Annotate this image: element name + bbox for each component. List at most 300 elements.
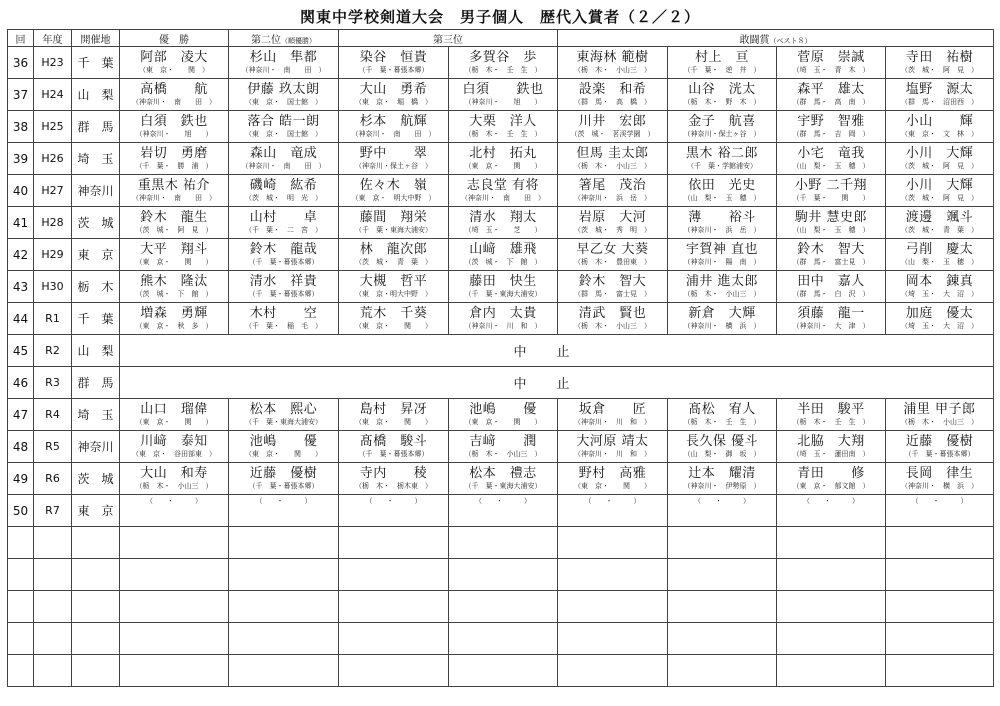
place-cell: 千 葉 [72, 47, 120, 79]
placer-name: 川井 宏郎 [578, 114, 647, 129]
placer-name: 熊木 隆汰 [140, 274, 208, 289]
placer-name: 清水 翔太 [469, 210, 537, 225]
placer-cell [339, 463, 449, 495]
placer-cell [886, 303, 994, 335]
placer-cell [886, 271, 994, 303]
placer-affiliation: （栃 木・ 小山三 ） [574, 66, 651, 74]
placer-cell [229, 47, 339, 79]
placer-cell [229, 111, 339, 143]
placer-cell [558, 399, 668, 431]
placer-cell [449, 79, 558, 111]
placer-cell [886, 207, 994, 239]
placer-cell [339, 303, 449, 335]
placer-affiliation: （神奈川・ 浜 岳 ） [683, 226, 761, 234]
placer-name: 阿部 凌大 [140, 50, 208, 65]
placer-cell [449, 207, 558, 239]
placer-cell [777, 399, 886, 431]
placer-affiliation: （東 京・ 明大中野 ） [351, 194, 436, 202]
blank-cell [886, 527, 994, 559]
placer-name: 鈴木 龍哉 [249, 242, 318, 257]
placer-name: 落合 皓一朗 [247, 114, 320, 129]
placer-cell [229, 207, 339, 239]
placer-name: 金子 航喜 [688, 114, 756, 129]
placer-cell [449, 463, 558, 495]
blank-cell [558, 655, 668, 687]
blank-cell [339, 655, 449, 687]
blank-cell [339, 623, 449, 655]
placer-cell [886, 143, 994, 175]
header-place: 開催地 [72, 30, 120, 47]
placer-affiliation: （千 葉・東海大浦安） [245, 418, 322, 426]
placer-cell [668, 399, 777, 431]
placer-name: 重黒木 祐介 [137, 178, 211, 193]
placer-affiliation: （千 葉・幕張本郷） [358, 450, 429, 458]
placer-cell [449, 431, 558, 463]
placer-affiliation: （神奈川・保土ヶ谷 ） [683, 130, 761, 138]
placer-affiliation: （ ・ ） [584, 497, 641, 505]
placer-affiliation: （ ・ ） [475, 497, 531, 505]
placer-name: 岡本 錬真 [905, 274, 974, 289]
placer-name: 白須 鉄也 [462, 82, 544, 97]
kai-cell: 36 [8, 47, 34, 79]
place-cell: 山 梨 [72, 79, 120, 111]
placer-affiliation: （千 葉・学館浦安） [687, 162, 757, 170]
blank-cell [886, 559, 994, 591]
header-best8 [558, 30, 994, 47]
placer-cell [558, 111, 668, 143]
blank-cell [886, 623, 994, 655]
kai-cell: 45 [8, 335, 34, 367]
blank-cell [449, 591, 558, 623]
placer-name: 川﨑 泰知 [140, 434, 208, 449]
blank-cell [449, 527, 558, 559]
placer-name: 佐々木 嶺 [359, 178, 428, 193]
placer-affiliation: （ ・ ） [694, 497, 750, 505]
placer-cell [558, 431, 668, 463]
placer-name: 倉内 太貴 [469, 306, 537, 321]
winners-table [7, 29, 994, 687]
placer-affiliation: （千 葉・幕張本郷） [248, 482, 319, 490]
blank-cell [120, 527, 229, 559]
placer-name: 辻本 耀清 [688, 466, 756, 481]
blank-cell [8, 559, 34, 591]
placer-affiliation: （東 京・ 秋 多 ） [135, 322, 213, 330]
page-title: 関東中学校剣道大会 男子個人 歴代入賞者（２／２） [299, 8, 700, 26]
placer-cell [339, 495, 449, 527]
placer-name: 菅原 崇誠 [797, 50, 865, 65]
placer-cell [558, 79, 668, 111]
blank-cell [449, 559, 558, 591]
blank-cell [8, 527, 34, 559]
place-cell: 千 葉 [72, 303, 120, 335]
placer-affiliation: （東 京・ 関 ） [245, 450, 322, 458]
placer-name: 大槻 哲平 [359, 274, 428, 289]
kai-cell: 44 [8, 303, 34, 335]
placer-cell [777, 79, 886, 111]
placer-cell [668, 495, 777, 527]
blank-cell [34, 527, 72, 559]
blank-cell [777, 591, 886, 623]
placer-affiliation: （東 京・ 関 ） [139, 66, 209, 74]
placer-affiliation: （神奈川・ 大 津 ） [792, 322, 870, 330]
placer-affiliation: （千 葉・東海大浦安） [464, 290, 542, 298]
placer-cell [449, 239, 558, 271]
placer-name: 大山 勇希 [359, 82, 428, 97]
placer-affiliation: （栃 木・ 小山三 ） [464, 450, 542, 458]
placer-cell [449, 47, 558, 79]
placer-cell [449, 495, 558, 527]
placer-affiliation: （神奈川・ 伊勢原 ） [683, 482, 761, 490]
placer-affiliation: （神奈川・ 旭 ） [135, 130, 213, 138]
placer-cell [777, 303, 886, 335]
placer-cell [777, 47, 886, 79]
blank-cell [34, 591, 72, 623]
header-best8-note: （ベスト８） [769, 36, 812, 45]
placer-affiliation: （群 馬・ 富士見 ） [574, 290, 651, 298]
blank-cell [120, 655, 229, 687]
placer-affiliation: （千 葉・東海大浦安） [355, 226, 432, 234]
placer-name: 岩原 大河 [578, 210, 647, 225]
nendo-cell: H24 [34, 79, 72, 111]
placer-affiliation: （東 京・ 関 ） [355, 418, 432, 426]
placer-affiliation: （千 葉・幕張本郷） [248, 290, 319, 298]
placer-affiliation: （埼 玉・ 大 沼 ） [901, 290, 978, 298]
placer-affiliation: （茨 城・ 阿 見 ） [901, 162, 978, 170]
placer-affiliation: （埼 玉・ 蓮田南 ） [792, 450, 870, 458]
placer-name: 鈴木 智大 [797, 242, 865, 257]
placer-affiliation: （神奈川・ 川 和 ） [574, 450, 651, 458]
placer-affiliation: （埼 玉・ 大 沼 ） [901, 322, 978, 330]
cancel-cell: 中止 [120, 367, 994, 399]
placer-name: 寺内 稜 [359, 466, 428, 481]
placer-cell [120, 239, 229, 271]
placer-name: 早乙女 大葵 [576, 242, 649, 257]
blank-cell [339, 527, 449, 559]
blank-cell [229, 559, 339, 591]
placer-affiliation: （東 京・ 関 ） [464, 162, 542, 170]
placer-affiliation: （東 京・ 国士館 ） [245, 98, 322, 106]
placer-cell [668, 463, 777, 495]
table-row [8, 239, 994, 271]
placer-affiliation: （群 馬・ 吉 岡 ） [792, 130, 870, 138]
placer-cell [668, 47, 777, 79]
table-row [8, 175, 994, 207]
placer-name: 島村 昇冴 [359, 402, 428, 417]
kai-cell: 50 [8, 495, 34, 527]
placer-name: 但馬 圭太郎 [576, 146, 649, 161]
placer-affiliation: （東 京・ 関 ） [135, 258, 213, 266]
blank-cell [72, 559, 120, 591]
placer-cell [777, 111, 886, 143]
placer-affiliation: （千 葉・幕張本郷） [358, 66, 429, 74]
placer-cell [777, 175, 886, 207]
placer-name: 大栗 洋人 [469, 114, 537, 129]
placer-cell [229, 431, 339, 463]
placer-name: 北脇 大翔 [797, 434, 865, 449]
placer-cell [668, 79, 777, 111]
place-cell: 神奈川 [72, 431, 120, 463]
place-cell: 山 梨 [72, 335, 120, 367]
placer-cell [229, 143, 339, 175]
placer-cell [777, 207, 886, 239]
placer-cell [886, 175, 994, 207]
blank-cell [558, 591, 668, 623]
placer-name: 北村 拓丸 [469, 146, 537, 161]
placer-affiliation: （栃 木・ 壬 生 ） [683, 418, 761, 426]
placer-affiliation: （群 馬・ 高 南 ） [792, 98, 870, 106]
placer-cell [339, 175, 449, 207]
nendo-cell: H30 [34, 271, 72, 303]
placer-affiliation: （神奈川・ 南 田 ） [241, 66, 326, 74]
placer-affiliation: （栃 木・ 壬 生 ） [464, 66, 542, 74]
table-row [8, 47, 994, 79]
placer-name: 磯崎 紘希 [249, 178, 318, 193]
placer-name: 駒井 慧史郎 [794, 210, 868, 225]
placer-affiliation: （栃 木・ 野 木 ） [683, 98, 761, 106]
blank-cell [668, 623, 777, 655]
placer-name: 坂倉 匠 [578, 402, 647, 417]
blank-cell [777, 655, 886, 687]
placer-name: 髙松 宥人 [688, 402, 756, 417]
blank-cell [558, 623, 668, 655]
placer-name: 藤田 快生 [469, 274, 537, 289]
placer-name: 山口 瑠偉 [140, 402, 208, 417]
placer-name: 小川 大輝 [905, 146, 974, 161]
placer-affiliation: （栃 木・ 小山三 ） [683, 290, 761, 298]
blank-cell [229, 655, 339, 687]
placer-affiliation: （神奈川・ 陽 南 ） [683, 258, 761, 266]
blank-cell [777, 623, 886, 655]
placer-affiliation: （神奈川・ 南 田 ） [132, 98, 216, 106]
blank-cell [449, 623, 558, 655]
placer-name: 鈴木 龍生 [140, 210, 208, 225]
placer-cell [668, 111, 777, 143]
placer-name: 林 龍次郎 [359, 242, 428, 257]
placer-affiliation: （山 梨・ 玉 穂 ） [792, 226, 870, 234]
table-row [8, 271, 994, 303]
placer-affiliation: （栃 木・ 壬 生 ） [464, 130, 542, 138]
table-row [8, 79, 994, 111]
place-cell: 東 京 [72, 239, 120, 271]
placer-name: 塩野 源太 [905, 82, 974, 97]
placer-affiliation: （神奈川・ 南 田 ） [241, 162, 326, 170]
place-cell: 群 馬 [72, 367, 120, 399]
place-cell: 茨 城 [72, 207, 120, 239]
placer-name: 高橋 航 [140, 82, 208, 97]
placer-cell [449, 271, 558, 303]
placer-name: 木村 空 [249, 306, 318, 321]
placer-cell [558, 463, 668, 495]
placer-cell [229, 463, 339, 495]
placer-affiliation: （山 梨・ 御 坂 ） [683, 450, 761, 458]
table-row [8, 303, 994, 335]
placer-affiliation: （千 葉・ 二 宮 ） [245, 226, 322, 234]
placer-affiliation: （茨 城・ 秀 明 ） [574, 226, 651, 234]
placer-name: 半田 駿平 [797, 402, 865, 417]
placer-affiliation: （茨 城・ 青 葉 ） [355, 258, 432, 266]
placer-cell [886, 495, 994, 527]
nendo-cell: R4 [34, 399, 72, 431]
blank-cell [34, 655, 72, 687]
placer-name: 東海林 範樹 [576, 50, 649, 65]
placer-cell [339, 399, 449, 431]
place-cell: 茨 城 [72, 463, 120, 495]
blank-cell [886, 655, 994, 687]
placer-name: 白須 鉄也 [140, 114, 208, 129]
blank-cell [339, 559, 449, 591]
placer-name: 杉本 航輝 [359, 114, 428, 129]
placer-affiliation: （神奈川・ 川 和 ） [464, 322, 542, 330]
placer-affiliation: （茨 城・ 茗渓学園 ） [570, 130, 655, 138]
placer-name: 加庭 優太 [905, 306, 974, 321]
placer-affiliation: （栃 木・ 栃木東 ） [355, 482, 432, 490]
blank-cell [449, 655, 558, 687]
nendo-cell: H27 [34, 175, 72, 207]
blank-cell [8, 623, 34, 655]
kai-cell: 43 [8, 271, 34, 303]
blank-row [8, 655, 994, 687]
placer-affiliation: （神奈川・ 横 浜 ） [901, 482, 978, 490]
nendo-cell: R7 [34, 495, 72, 527]
placer-affiliation: （千 葉・ 関 ） [792, 194, 870, 202]
placer-affiliation: （栃 木・ 小山三 ） [901, 418, 978, 426]
placer-cell [777, 495, 886, 527]
kai-cell: 40 [8, 175, 34, 207]
blank-row [8, 527, 994, 559]
table-row [8, 207, 994, 239]
placer-name: 染谷 恒貴 [359, 50, 428, 65]
placer-name: 清武 賢也 [578, 306, 647, 321]
placer-name: 山村 卓 [249, 210, 318, 225]
placer-affiliation: （千 葉・東海大浦安） [464, 482, 542, 490]
placer-cell [449, 399, 558, 431]
placer-cell [339, 271, 449, 303]
placer-name: 青田 修 [797, 466, 865, 481]
placer-cell [339, 79, 449, 111]
placer-name: 増森 勇輝 [140, 306, 208, 321]
placer-affiliation: （東 京・ 関 ） [355, 322, 432, 330]
placer-cell [120, 463, 229, 495]
placer-cell [777, 239, 886, 271]
blank-cell [668, 655, 777, 687]
placer-name: 山谷 洸太 [688, 82, 756, 97]
placer-cell [120, 47, 229, 79]
placer-name: 近藤 優樹 [905, 434, 974, 449]
placer-affiliation: （山 梨・ 玉 穂 ） [901, 258, 978, 266]
placer-cell [886, 431, 994, 463]
placer-affiliation: （群 馬・ 富士見 ） [792, 258, 870, 266]
placer-name: 須藤 龍一 [797, 306, 865, 321]
placer-affiliation: （神奈川・保土ヶ谷 ） [355, 162, 432, 170]
placer-affiliation: （神奈川・ 旭 ） [464, 98, 542, 106]
blank-cell [72, 527, 120, 559]
placer-affiliation: （ ・ ） [803, 497, 859, 505]
placer-name: 田中 嘉人 [797, 274, 865, 289]
kai-cell: 47 [8, 399, 34, 431]
placer-affiliation: （千 葉・ 勝 浦 ） [135, 162, 213, 170]
kai-cell: 41 [8, 207, 34, 239]
placer-name: 森山 竜成 [249, 146, 318, 161]
place-cell: 神奈川 [72, 175, 120, 207]
blank-cell [34, 623, 72, 655]
placer-affiliation: （茨 城・ 阿 見 ） [135, 226, 213, 234]
placer-cell [339, 47, 449, 79]
placer-cell [558, 303, 668, 335]
placer-cell [120, 271, 229, 303]
placer-affiliation: （東 京・ 関 ） [574, 482, 651, 490]
blank-cell [777, 527, 886, 559]
kai-cell: 39 [8, 143, 34, 175]
table-row [8, 431, 994, 463]
placer-affiliation: （ ・ ） [146, 497, 202, 505]
placer-cell [777, 271, 886, 303]
placer-cell [229, 175, 339, 207]
placer-name: 弓削 慶太 [905, 242, 974, 257]
placer-cell [668, 143, 777, 175]
placer-cell [229, 79, 339, 111]
table-row [8, 335, 994, 367]
placer-name: 大河原 靖太 [576, 434, 649, 449]
nendo-cell: R2 [34, 335, 72, 367]
placer-name: 黒木 裕二郎 [685, 146, 759, 161]
header-best8-label: 敢闘賞 [739, 34, 770, 46]
placer-name: 寺田 祐樹 [905, 50, 974, 65]
placer-affiliation: （神奈川・ 南 田 ） [132, 194, 216, 202]
placer-name: 渡邊 颯斗 [905, 210, 974, 225]
blank-cell [668, 559, 777, 591]
placer-affiliation: （茨 城・ 明 光 ） [245, 194, 322, 202]
placer-name: 多賀谷 歩 [469, 50, 537, 65]
nendo-cell: H26 [34, 143, 72, 175]
placer-affiliation: （東 京・ 関 ） [135, 418, 213, 426]
placer-affiliation: （栃 木・ 小山三 ） [135, 482, 213, 490]
placer-name: 野村 高雅 [578, 466, 647, 481]
placer-affiliation: （東 京・ 谷田部東 ） [132, 450, 216, 458]
placer-affiliation: （千 葉・幕張本郷） [248, 258, 319, 266]
placer-affiliation: （栃 木・ 壬 生 ） [792, 418, 870, 426]
placer-affiliation: （千 葉・幕張本郷） [904, 450, 975, 458]
blank-cell [8, 655, 34, 687]
blank-cell [120, 623, 229, 655]
placer-cell [229, 239, 339, 271]
blank-cell [558, 527, 668, 559]
placer-affiliation: （神奈川・ 南 田 ） [461, 194, 545, 202]
blank-cell [339, 591, 449, 623]
placer-cell [558, 207, 668, 239]
placer-name: 吉﨑 潤 [469, 434, 537, 449]
placer-name: 村上 亘 [694, 50, 749, 65]
placer-name: 岩切 勇磨 [140, 146, 208, 161]
placer-name: 山﨑 雄飛 [469, 242, 537, 257]
place-cell: 栃 木 [72, 271, 120, 303]
placer-cell [339, 239, 449, 271]
blank-cell [120, 559, 229, 591]
placer-affiliation: （茨 城・ 阿 見 ） [901, 66, 978, 74]
placer-cell [886, 399, 994, 431]
placer-name: 新倉 大輝 [688, 306, 756, 321]
header-second-note: （順優勝） [281, 36, 316, 45]
kai-cell: 42 [8, 239, 34, 271]
placer-name: 鈴木 智大 [578, 274, 647, 289]
placer-cell [120, 431, 229, 463]
blank-cell [72, 655, 120, 687]
placer-cell [668, 239, 777, 271]
placer-cell [120, 175, 229, 207]
placer-cell [120, 495, 229, 527]
nendo-cell: R3 [34, 367, 72, 399]
placer-affiliation: （栃 木・ 豊田東 ） [574, 258, 651, 266]
blank-row [8, 623, 994, 655]
